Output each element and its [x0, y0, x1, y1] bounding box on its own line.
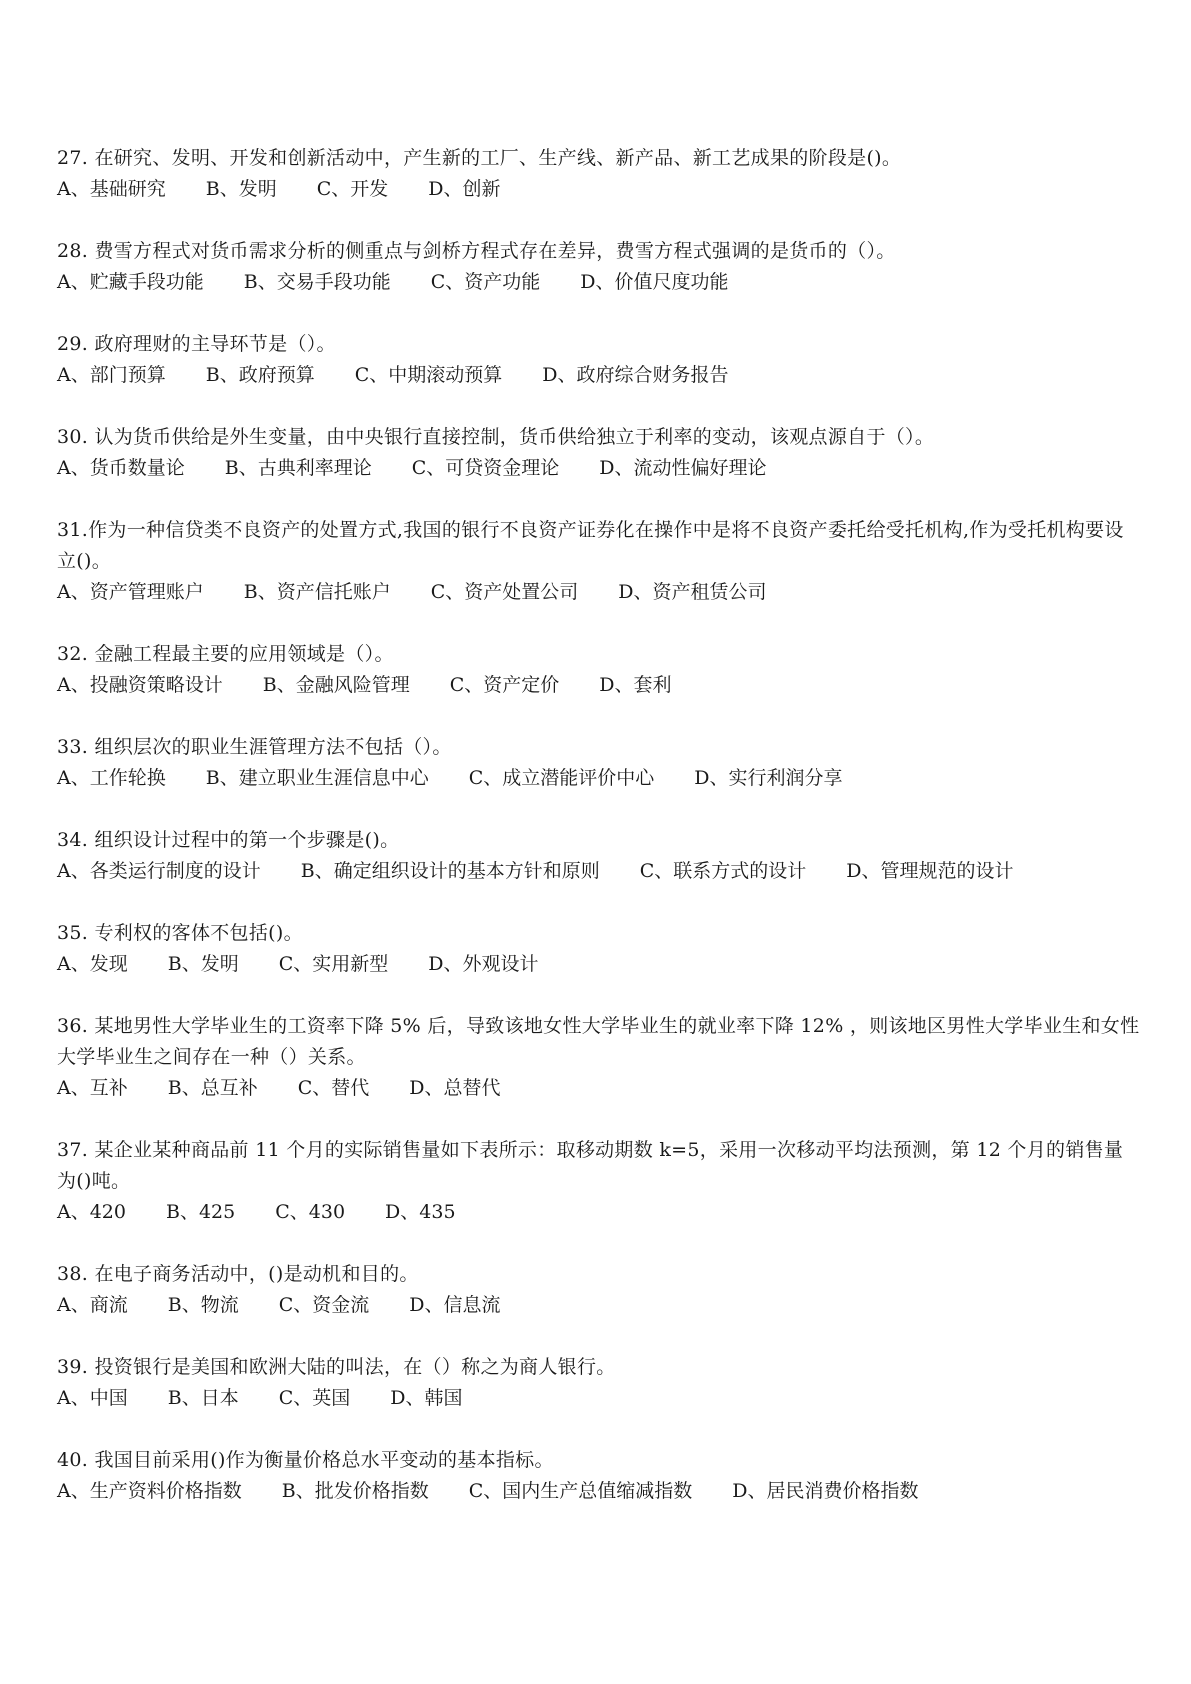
- question-27: [57, 143, 1142, 205]
- question-text: 37. 某企业某种商品前 11 个月的实际销售量如下表所示：取移动期数 k=5，采用一次移动平均法预测，第 12 个月的销售量为()吨。: [57, 1139, 1124, 1192]
- option-b: B、物流: [167, 1294, 239, 1316]
- option-a: A、商流: [57, 1294, 128, 1316]
- option-d: D、资产租赁公司: [618, 581, 767, 603]
- option-d: D、外观设计: [428, 953, 539, 975]
- question-text: 35. 专利权的客体不包括()。: [57, 922, 303, 944]
- question-40: [57, 1445, 1142, 1507]
- option-d: D、创新: [428, 178, 501, 200]
- option-d: D、435: [385, 1201, 456, 1223]
- option-a: A、中国: [57, 1387, 128, 1409]
- question-29: [57, 329, 1142, 391]
- option-b: B、政府预算: [205, 364, 315, 386]
- option-b: B、发明: [167, 953, 239, 975]
- option-c: C、实用新型: [278, 953, 389, 975]
- option-a: A、工作轮换: [57, 767, 166, 789]
- option-b: B、建立职业生涯信息中心: [205, 767, 429, 789]
- option-c: C、资产功能: [430, 271, 541, 293]
- question-text: 33. 组织层次的职业生涯管理方法不包括（）。: [57, 736, 452, 758]
- option-c: C、中期滚动预算: [354, 364, 503, 386]
- option-b: B、日本: [167, 1387, 239, 1409]
- option-c: C、资金流: [278, 1294, 370, 1316]
- option-d: D、信息流: [409, 1294, 501, 1316]
- option-c: C、英国: [278, 1387, 351, 1409]
- option-a: A、发现: [57, 953, 128, 975]
- question-35: [57, 918, 1142, 980]
- option-list: [57, 1383, 1142, 1414]
- question-30: [57, 422, 1142, 484]
- option-b: B、交易手段功能: [243, 271, 391, 293]
- option-d: D、流动性偏好理论: [599, 457, 767, 479]
- option-b: B、总互补: [167, 1077, 258, 1099]
- option-list: [57, 856, 1142, 887]
- question-text: 32. 金融工程最主要的应用领域是（）。: [57, 643, 394, 665]
- option-list: [57, 1290, 1142, 1321]
- option-list: [57, 360, 1142, 391]
- option-d: D、实行利润分享: [694, 767, 843, 789]
- question-text: 39. 投资银行是美国和欧洲大陆的叫法，在（）称之为商人银行。: [57, 1356, 616, 1378]
- question-text: 28. 费雪方程式对货币需求分析的侧重点与剑桥方程式存在差异，费雪方程式强调的是货币的（）。: [57, 240, 896, 262]
- option-a: A、投融资策略设计: [57, 674, 223, 696]
- question-text: 38. 在电子商务活动中，()是动机和目的。: [57, 1263, 419, 1285]
- option-list: [57, 763, 1142, 794]
- option-b: B、发明: [205, 178, 277, 200]
- option-list: [57, 174, 1142, 205]
- question-list: [57, 143, 1142, 1538]
- option-a: A、420: [57, 1201, 126, 1223]
- option-a: A、贮藏手段功能: [57, 271, 204, 293]
- option-a: A、资产管理账户: [57, 581, 204, 603]
- question-36: [57, 1011, 1142, 1104]
- option-c: C、成立潜能评价中心: [468, 767, 655, 789]
- option-b: B、确定组织设计的基本方针和原则: [300, 860, 600, 882]
- question-text: 29. 政府理财的主导环节是（）。: [57, 333, 336, 355]
- option-d: D、套利: [599, 674, 672, 696]
- question-37: [57, 1135, 1142, 1228]
- option-list: [57, 1073, 1142, 1104]
- option-a: A、互补: [57, 1077, 128, 1099]
- option-c: C、资产定价: [449, 674, 560, 696]
- option-b: B、资产信托账户: [243, 581, 391, 603]
- question-38: [57, 1259, 1142, 1321]
- option-b: B、古典利率理论: [224, 457, 372, 479]
- question-39: [57, 1352, 1142, 1414]
- option-c: C、替代: [297, 1077, 370, 1099]
- option-a: A、各类运行制度的设计: [57, 860, 261, 882]
- question-text: 34. 组织设计过程中的第一个步骤是()。: [57, 829, 400, 851]
- question-28: [57, 236, 1142, 298]
- option-list: [57, 1476, 1142, 1507]
- option-c: C、可贷资金理论: [411, 457, 560, 479]
- question-text: 36. 某地男性大学毕业生的工资率下降 5% 后，导致该地女性大学毕业生的就业率下降 12% ，则该地区男性大学毕业生和女性大学毕业生之间存在一种（）关系。: [57, 1015, 1140, 1068]
- option-d: D、价值尺度功能: [580, 271, 729, 293]
- option-list: [57, 670, 1142, 701]
- option-c: C、资产处置公司: [430, 581, 579, 603]
- option-d: D、政府综合财务报告: [542, 364, 729, 386]
- option-a: A、部门预算: [57, 364, 166, 386]
- question-34: [57, 825, 1142, 887]
- option-c: C、联系方式的设计: [639, 860, 807, 882]
- option-d: D、总替代: [409, 1077, 501, 1099]
- option-a: A、基础研究: [57, 178, 166, 200]
- option-list: [57, 453, 1142, 484]
- option-a: A、货币数量论: [57, 457, 185, 479]
- option-d: D、韩国: [390, 1387, 463, 1409]
- option-b: B、金融风险管理: [262, 674, 410, 696]
- question-text: 30. 认为货币供给是外生变量，由中央银行直接控制，货币供给独立于利率的变动，该观点源自于（）。: [57, 426, 935, 448]
- question-33: [57, 732, 1142, 794]
- question-32: [57, 639, 1142, 701]
- question-31: [57, 515, 1142, 608]
- question-text: 31.作为一种信贷类不良资产的处置方式,我国的银行不良资产证券化在操作中是将不良资产委托给受托机构,作为受托机构要设立()。: [57, 519, 1124, 572]
- option-list: [57, 1197, 1142, 1228]
- option-b: B、425: [166, 1201, 236, 1223]
- option-list: [57, 267, 1142, 298]
- option-c: C、开发: [316, 178, 389, 200]
- option-b: B、批发价格指数: [281, 1480, 429, 1502]
- option-a: A、生产资料价格指数: [57, 1480, 242, 1502]
- option-c: C、国内生产总值缩减指数: [468, 1480, 693, 1502]
- option-list: [57, 949, 1142, 980]
- question-text: 40. 我国目前采用()作为衡量价格总水平变动的基本指标。: [57, 1449, 554, 1471]
- option-c: C、430: [275, 1201, 346, 1223]
- option-list: [57, 577, 1142, 608]
- option-d: D、居民消费价格指数: [732, 1480, 919, 1502]
- question-text: 27. 在研究、发明、开发和创新活动中，产生新的工厂、生产线、新产品、新工艺成果的阶段是()。: [57, 147, 902, 169]
- option-d: D、管理规范的设计: [846, 860, 1014, 882]
